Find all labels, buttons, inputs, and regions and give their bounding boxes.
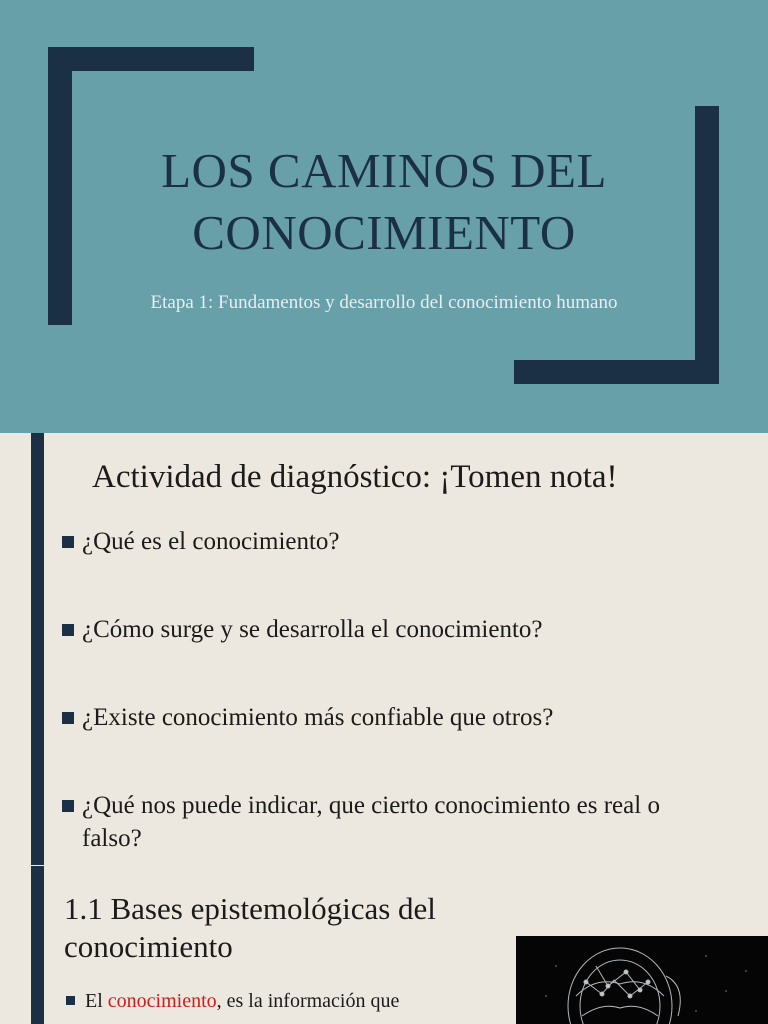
brain-network-image	[516, 936, 768, 1024]
para-prefix: El	[85, 990, 103, 1012]
title-line-1: LOS CAMINOS DEL	[161, 143, 607, 198]
question-text-4: ¿Qué nos puede indicar, que cierto conocimiento es real o falso?	[82, 792, 660, 852]
frame-bottom-right-horizontal	[514, 360, 719, 384]
question-item-4	[60, 789, 722, 855]
square-bullet-icon	[62, 536, 74, 548]
bases-slide	[0, 866, 768, 1024]
bases-heading: 1.1 Bases epistemológicas del conocimiento	[64, 891, 436, 964]
para-highlight: conocimiento	[107, 990, 217, 1012]
bases-paragraph	[66, 988, 486, 1014]
questions-heading: Actividad de diagnóstico: ¡Tomen nota!	[92, 459, 618, 495]
slide-subtitle: Etapa 1: Fundamentos y desarrollo del conocimiento humano	[150, 292, 618, 313]
question-item-3	[60, 701, 740, 734]
square-bullet-icon	[62, 712, 74, 724]
title-slide	[0, 0, 768, 433]
square-bullet-icon	[62, 624, 74, 636]
para-rest: , es la información que	[216, 990, 400, 1012]
question-text-2: ¿Cómo surge y se desarrolla el conocimiento?	[82, 616, 543, 643]
square-bullet-icon	[62, 800, 74, 812]
square-bullet-icon	[66, 996, 75, 1005]
side-accent-bar	[31, 433, 44, 865]
slide-title	[0, 140, 768, 264]
brain-illustration-icon	[516, 936, 768, 1024]
questions-slide	[0, 433, 768, 865]
title-line-2: CONOCIMIENTO	[192, 205, 576, 260]
questions-list	[60, 525, 740, 855]
question-text-3: ¿Existe conocimiento más confiable que otros?	[82, 704, 554, 731]
question-text-1: ¿Qué es el conocimiento?	[82, 528, 340, 555]
side-accent-bar	[31, 866, 44, 1024]
question-item-2	[60, 613, 740, 646]
question-item-1	[60, 525, 740, 558]
frame-top-left-horizontal	[48, 47, 254, 71]
